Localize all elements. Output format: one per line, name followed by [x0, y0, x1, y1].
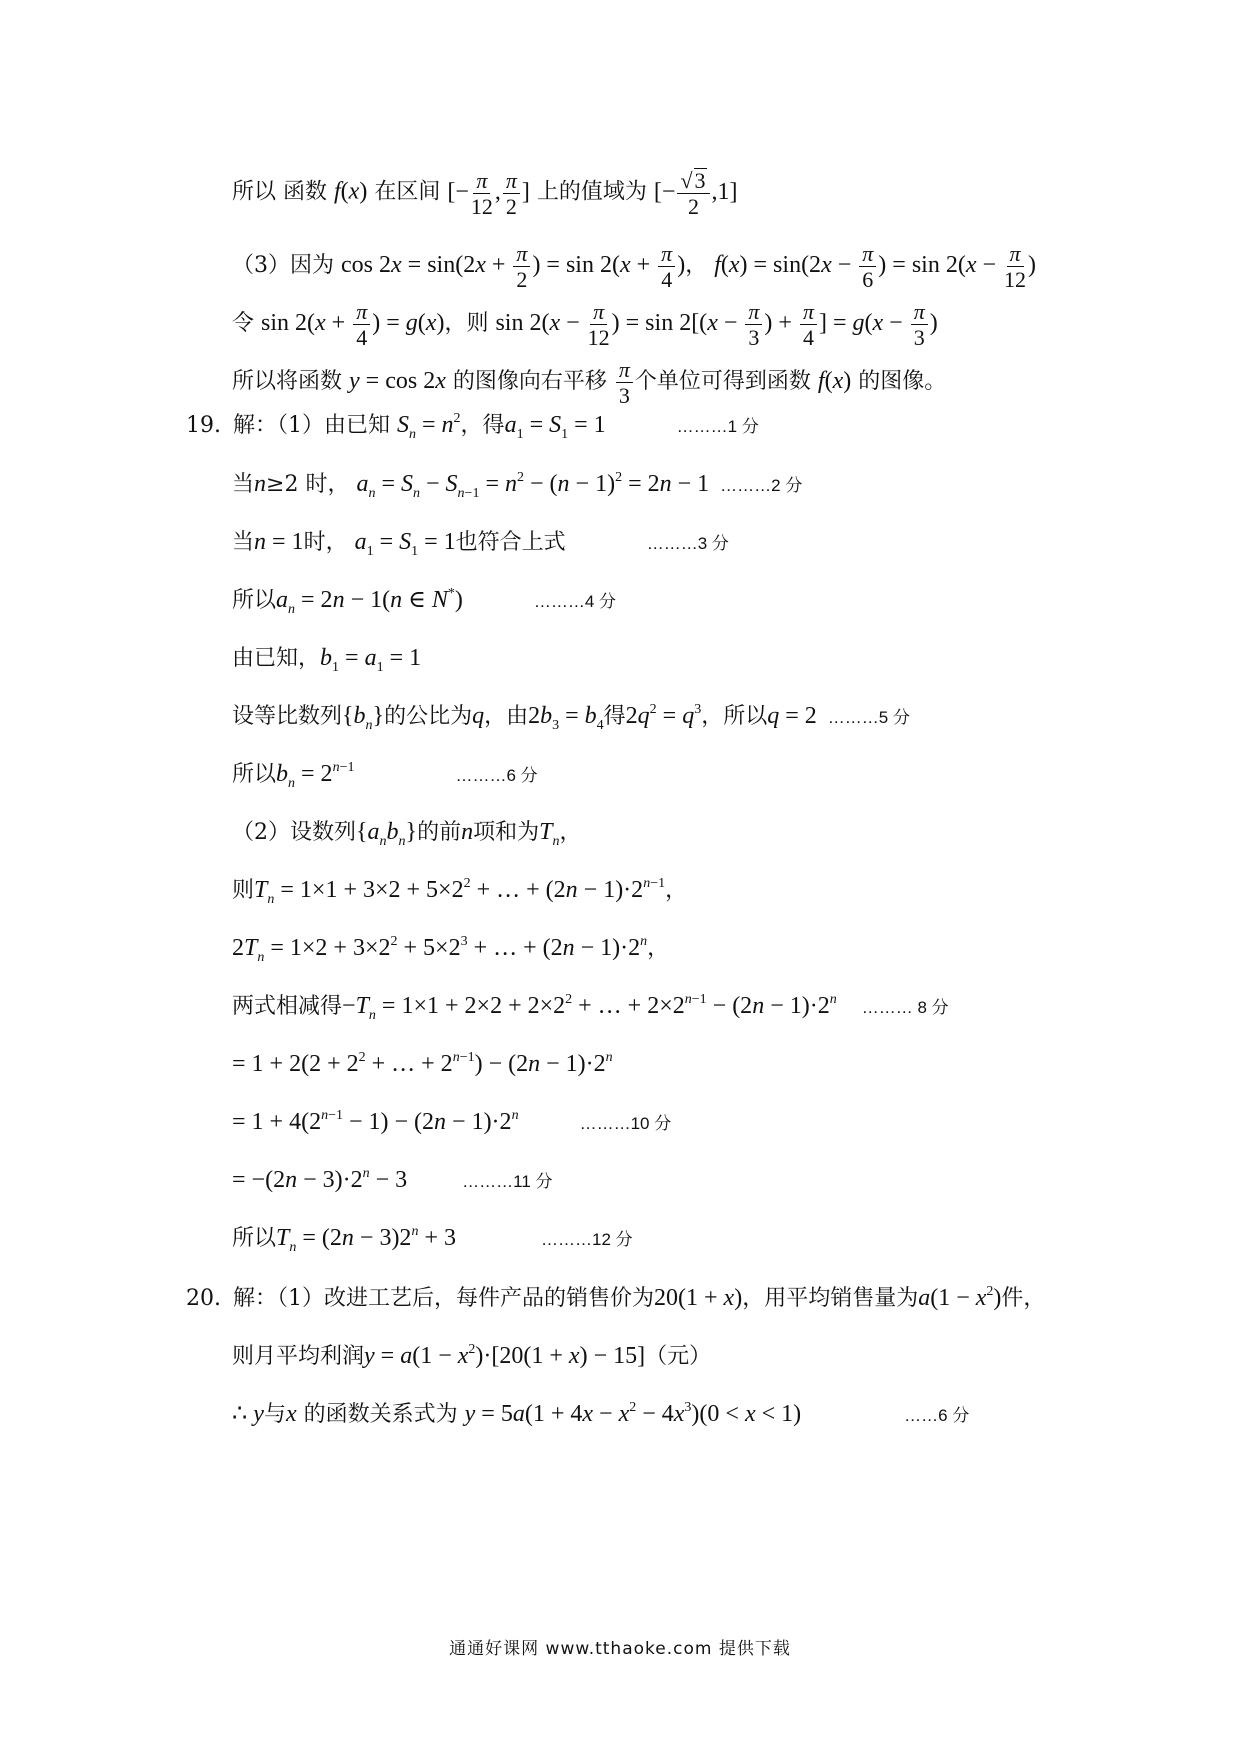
problem-19-line-5: 由已知，$b_1 = a_1 = 1$: [232, 645, 422, 675]
problem-19-line-6: 设等比数列$\{b_n\}$的公比为q，由$2b_3 = b_4$得$2q^2 = q^3$，所以q = 2 ………5 分: [232, 702, 910, 733]
problem-19-line-2: 当n≥2 时， $a_n = S_n - S_{n-1} = n^2 - (n - 1)^2 = 2n - 1$ ………2 分: [232, 470, 803, 501]
let-g-line: 令 sin 2(x + $\frac{\pi}{4}$ ) = g(x)，则 sin 2(x − $\frac{\pi}{12}$ ) = sin 2[(x − $\frac{\pi}{3}$ ) + $\frac{\pi}{4}$ ] = g(x − $\frac{\pi}{3}$ ): [232, 299, 938, 351]
problem-19-line-1: 19. 解：（1）由已知 $S_n = n^2$，得$a_1 = S_1 = 1$ ………1 分: [186, 411, 759, 442]
range-conclusion-line: 所以 函数 f(x) 在区间 [− $\frac{\pi}{12}$ , $\frac{\pi}{2}$ ] 上的值域为 [− $\frac{√3}{2}$ ,1]: [232, 167, 738, 220]
problem-20-line-3: ∴ y与x 的函数关系式为 $y = 5a(1 + 4x - x^2 - 4x^3)(0 < x < 1)$ ……6 分: [232, 1400, 970, 1427]
problem-19-line-13: = $1 + 4(2^{n-1} - 1) - (2n - 1)\cdot 2^n$ ………10 分: [232, 1108, 672, 1135]
problem-19-line-9: 则$T_n = 1\times 1 + 3\times 2 + 5\times 2^2$ + … + $(2n - 1)\cdot 2^{n-1}$，: [232, 876, 688, 907]
problem-19-line-15: 所以$T_n = (2n - 3)2^n + 3$ ………12 分: [232, 1224, 633, 1255]
problem-20-line-1: 20. 解：（1）改进工艺后，每件产品的销售价为20(1 + x)，用平均销售量为$a(1 - x^2)$件，: [186, 1284, 1046, 1311]
problem-19-line-12: = $1 + 2(2 + 2^2$ + … + $2^{n-1}) - (2n - 1)\cdot 2^n$: [232, 1050, 613, 1077]
problem-19-line-7: 所以$b_n = 2^{n-1}$ ………6 分: [232, 760, 538, 791]
part3-because-line: （3）因为 cos 2x = sin(2x + $\frac{\pi}{2}$ ) = sin 2(x + $\frac{\pi}{4}$ )， f(x) = sin(2x − $\frac{\pi}{6}$ ) = sin 2(x − $\frac{\pi}{12}$ ): [232, 241, 1037, 293]
problem-19-line-3: 当n = 1时， $a_1 = S_1 = 1$也符合上式 ………3 分: [232, 529, 729, 559]
shift-conclusion-line: 所以将函数 y = cos 2x 的图像向右平移 $\frac{\pi}{3}$ 个单位可得到函数 f(x) 的图像。: [232, 357, 947, 409]
problem-19-line-4: 所以$a_n = 2n - 1(n$ ∈ N*) ………4 分: [232, 586, 617, 617]
problem-19-line-11: 两式相减得$-T_n = 1\times 1 + 2\times 2 + 2\times 2^2$ + … + $2\times 2^{n-1} - (2n - 1)\cdot 2^n$ ……… 8 分: [232, 992, 949, 1023]
problem-19-line-8: （2）设数列$\{a_nb_n\}$的前n项和为$T_n$，: [232, 819, 582, 849]
page-footer: 通通好课网 www.tthaoke.com 提供下载: [449, 1639, 791, 1659]
problem-20-line-2: 则月平均利润$y = a(1 - x^2)\cdot[20(1 + x) - 15]$（元）: [232, 1342, 712, 1369]
problem-19-line-10: $2T_n = 1\times 2 + 3\times 2^2 + 5\times 2^3$ + … + $(2n - 1)\cdot 2^n$，: [232, 934, 670, 965]
problem-19-line-14: = $-(2n - 3)\cdot 2^n - 3$ ………11 分: [232, 1166, 553, 1193]
